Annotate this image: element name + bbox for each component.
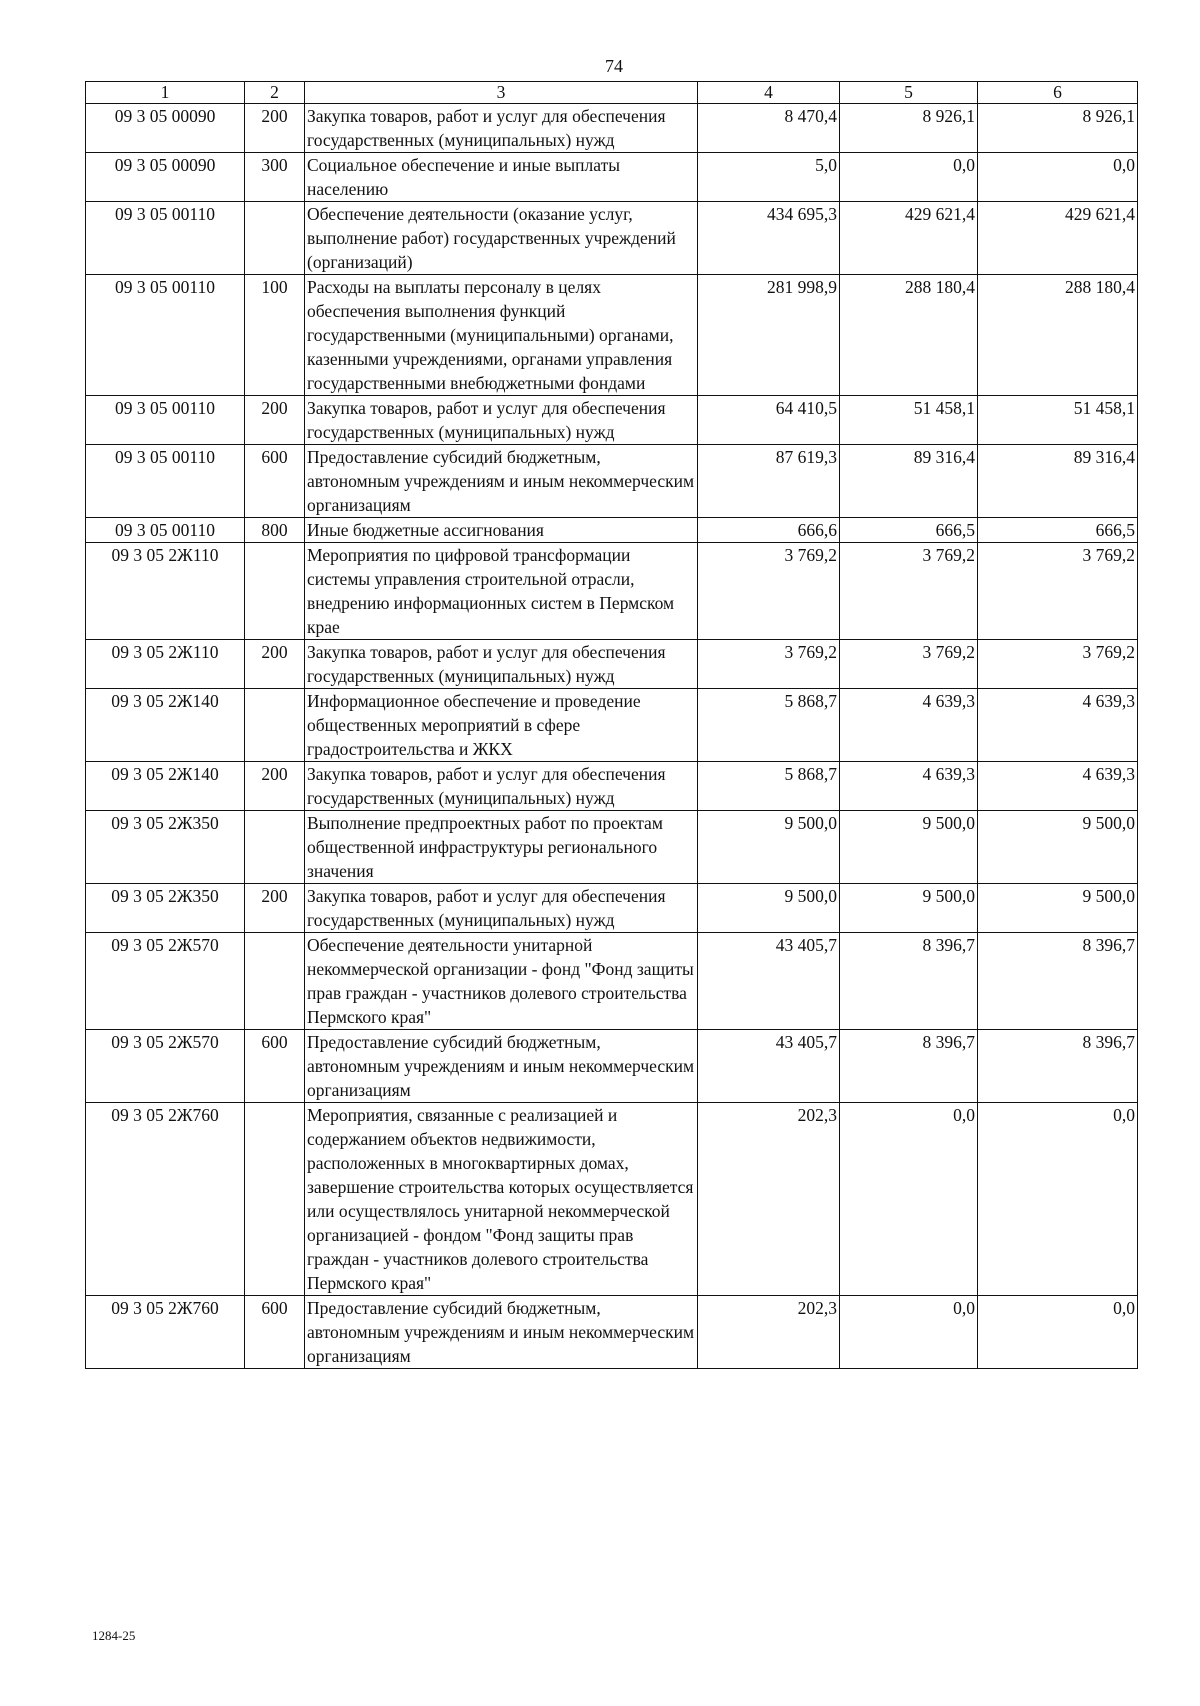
row-value-1-cell: 87 619,3	[698, 445, 840, 518]
row-value-1-cell: 9 500,0	[698, 884, 840, 933]
row-value-2-cell: 3 769,2	[840, 543, 978, 640]
row-value-3-cell: 9 500,0	[978, 884, 1138, 933]
row-code-cell: 09 3 05 00110	[86, 202, 245, 275]
row-value-2-cell: 8 396,7	[840, 1030, 978, 1103]
row-name-cell: Закупка товаров, работ и услуг для обеспечения государственных (муниципальных) нужд	[305, 396, 698, 445]
row-name-cell: Обеспечение деятельности (оказание услуг, выполнение работ) государственных учреждений (организаций)	[305, 202, 698, 275]
row-value-3-cell: 0,0	[978, 1103, 1138, 1296]
header-cell: 1	[86, 82, 245, 104]
table-row	[86, 762, 1138, 811]
row-code-cell: 09 3 05 2Ж110	[86, 640, 245, 689]
table-row	[86, 1103, 1138, 1296]
table-row	[86, 884, 1138, 933]
row-value-2-cell: 429 621,4	[840, 202, 978, 275]
row-value-1-cell: 8 470,4	[698, 104, 840, 153]
row-value-2-cell: 666,5	[840, 518, 978, 543]
row-value-3-cell: 8 396,7	[978, 1030, 1138, 1103]
row-name-cell: Закупка товаров, работ и услуг для обеспечения государственных (муниципальных) нужд	[305, 640, 698, 689]
row-value-3-cell: 4 639,3	[978, 762, 1138, 811]
row-name-cell: Социальное обеспечение и иные выплаты населению	[305, 153, 698, 202]
row-name-cell: Расходы на выплаты персоналу в целях обеспечения выполнения функций государственными (муниципальными) органами, казенными учреждениями, органами управления государственными внебюджетными фондами	[305, 275, 698, 396]
row-code-cell: 09 3 05 00110	[86, 518, 245, 543]
header-cell: 5	[840, 82, 978, 104]
row-value-1-cell: 64 410,5	[698, 396, 840, 445]
row-name-cell: Иные бюджетные ассигнования	[305, 518, 698, 543]
header-cell: 3	[305, 82, 698, 104]
row-value-2-cell: 0,0	[840, 1296, 978, 1369]
row-value-1-cell: 281 998,9	[698, 275, 840, 396]
row-value-1-cell: 666,6	[698, 518, 840, 543]
row-code-cell: 09 3 05 00090	[86, 153, 245, 202]
header-cell: 6	[978, 82, 1138, 104]
budget-table	[85, 81, 1138, 1369]
row-type-cell: 600	[245, 1296, 305, 1369]
row-code-cell: 09 3 05 2Ж140	[86, 689, 245, 762]
page-number: 74	[605, 56, 623, 76]
table-row	[86, 396, 1138, 445]
row-value-2-cell: 4 639,3	[840, 689, 978, 762]
table-row	[86, 811, 1138, 884]
table-row	[86, 689, 1138, 762]
row-value-3-cell: 3 769,2	[978, 640, 1138, 689]
row-type-cell: 100	[245, 275, 305, 396]
row-value-1-cell: 5 868,7	[698, 689, 840, 762]
row-type-cell	[245, 689, 305, 762]
row-code-cell: 09 3 05 2Ж760	[86, 1103, 245, 1296]
table-row	[86, 933, 1138, 1030]
row-value-3-cell: 288 180,4	[978, 275, 1138, 396]
row-type-cell	[245, 933, 305, 1030]
row-value-3-cell: 3 769,2	[978, 543, 1138, 640]
row-code-cell: 09 3 05 2Ж350	[86, 884, 245, 933]
row-value-2-cell: 4 639,3	[840, 762, 978, 811]
row-type-cell: 300	[245, 153, 305, 202]
row-value-2-cell: 8 396,7	[840, 933, 978, 1030]
row-type-cell: 200	[245, 396, 305, 445]
row-value-1-cell: 3 769,2	[698, 543, 840, 640]
row-value-1-cell: 5 868,7	[698, 762, 840, 811]
row-value-3-cell: 8 926,1	[978, 104, 1138, 153]
row-type-cell: 200	[245, 104, 305, 153]
row-value-3-cell: 9 500,0	[978, 811, 1138, 884]
row-name-cell: Закупка товаров, работ и услуг для обеспечения государственных (муниципальных) нужд	[305, 762, 698, 811]
row-type-cell: 800	[245, 518, 305, 543]
row-code-cell: 09 3 05 2Ж110	[86, 543, 245, 640]
table-row	[86, 1296, 1138, 1369]
row-code-cell: 09 3 05 2Ж140	[86, 762, 245, 811]
row-type-cell: 600	[245, 1030, 305, 1103]
table-row	[86, 518, 1138, 543]
row-code-cell: 09 3 05 00110	[86, 275, 245, 396]
row-type-cell: 600	[245, 445, 305, 518]
row-code-cell: 09 3 05 2Ж760	[86, 1296, 245, 1369]
table-row	[86, 104, 1138, 153]
row-value-1-cell: 202,3	[698, 1103, 840, 1296]
table-row	[86, 640, 1138, 689]
row-name-cell: Предоставление субсидий бюджетным, автономным учреждениям и иным некоммерческим организациям	[305, 1030, 698, 1103]
table-row	[86, 543, 1138, 640]
row-name-cell: Выполнение предпроектных работ по проектам общественной инфраструктуры регионального значения	[305, 811, 698, 884]
table-row	[86, 445, 1138, 518]
row-value-2-cell: 51 458,1	[840, 396, 978, 445]
row-type-cell	[245, 811, 305, 884]
row-name-cell: Мероприятия, связанные с реализацией и содержанием объектов недвижимости, расположенных в многоквартирных домах, завершение строительства которых осуществляется или осуществлялось унитарной некоммерческой организацией - фондом "Фонд защиты прав граждан - участников долевого строительства Пермского края"	[305, 1103, 698, 1296]
row-type-cell: 200	[245, 640, 305, 689]
row-code-cell: 09 3 05 2Ж570	[86, 933, 245, 1030]
row-code-cell: 09 3 05 2Ж570	[86, 1030, 245, 1103]
row-value-3-cell: 429 621,4	[978, 202, 1138, 275]
row-code-cell: 09 3 05 2Ж350	[86, 811, 245, 884]
table-row	[86, 1030, 1138, 1103]
row-value-3-cell: 0,0	[978, 153, 1138, 202]
row-type-cell	[245, 543, 305, 640]
row-value-1-cell: 3 769,2	[698, 640, 840, 689]
row-name-cell: Предоставление субсидий бюджетным, автономным учреждениям и иным некоммерческим организациям	[305, 1296, 698, 1369]
row-value-2-cell: 89 316,4	[840, 445, 978, 518]
row-value-1-cell: 5,0	[698, 153, 840, 202]
row-value-1-cell: 9 500,0	[698, 811, 840, 884]
row-type-cell: 200	[245, 762, 305, 811]
table-header-row	[86, 82, 1138, 104]
row-code-cell: 09 3 05 00090	[86, 104, 245, 153]
row-value-1-cell: 43 405,7	[698, 933, 840, 1030]
row-value-1-cell: 434 695,3	[698, 202, 840, 275]
document-code: 1284-25	[92, 1628, 136, 1643]
table-row	[86, 275, 1138, 396]
row-value-1-cell: 43 405,7	[698, 1030, 840, 1103]
row-name-cell: Обеспечение деятельности унитарной некоммерческой организации - фонд "Фонд защиты прав граждан - участников долевого строительства Пермского края"	[305, 933, 698, 1030]
row-value-2-cell: 288 180,4	[840, 275, 978, 396]
row-value-3-cell: 51 458,1	[978, 396, 1138, 445]
row-value-3-cell: 4 639,3	[978, 689, 1138, 762]
row-name-cell: Закупка товаров, работ и услуг для обеспечения государственных (муниципальных) нужд	[305, 884, 698, 933]
row-value-2-cell: 0,0	[840, 1103, 978, 1296]
row-value-3-cell: 0,0	[978, 1296, 1138, 1369]
header-cell: 2	[245, 82, 305, 104]
row-value-2-cell: 0,0	[840, 153, 978, 202]
row-name-cell: Мероприятия по цифровой трансформации системы управления строительной отрасли, внедрению информационных систем в Пермском крае	[305, 543, 698, 640]
row-value-2-cell: 9 500,0	[840, 884, 978, 933]
row-value-3-cell: 8 396,7	[978, 933, 1138, 1030]
row-name-cell: Информационное обеспечение и проведение общественных мероприятий в сфере градостроительства и ЖКХ	[305, 689, 698, 762]
row-value-2-cell: 3 769,2	[840, 640, 978, 689]
row-value-3-cell: 89 316,4	[978, 445, 1138, 518]
row-name-cell: Закупка товаров, работ и услуг для обеспечения государственных (муниципальных) нужд	[305, 104, 698, 153]
row-type-cell: 200	[245, 884, 305, 933]
row-value-2-cell: 9 500,0	[840, 811, 978, 884]
row-type-cell	[245, 202, 305, 275]
row-type-cell	[245, 1103, 305, 1296]
table-row	[86, 153, 1138, 202]
row-value-1-cell: 202,3	[698, 1296, 840, 1369]
row-value-2-cell: 8 926,1	[840, 104, 978, 153]
header-cell: 4	[698, 82, 840, 104]
row-value-3-cell: 666,5	[978, 518, 1138, 543]
row-code-cell: 09 3 05 00110	[86, 445, 245, 518]
table-row	[86, 202, 1138, 275]
row-name-cell: Предоставление субсидий бюджетным, автономным учреждениям и иным некоммерческим организациям	[305, 445, 698, 518]
row-code-cell: 09 3 05 00110	[86, 396, 245, 445]
